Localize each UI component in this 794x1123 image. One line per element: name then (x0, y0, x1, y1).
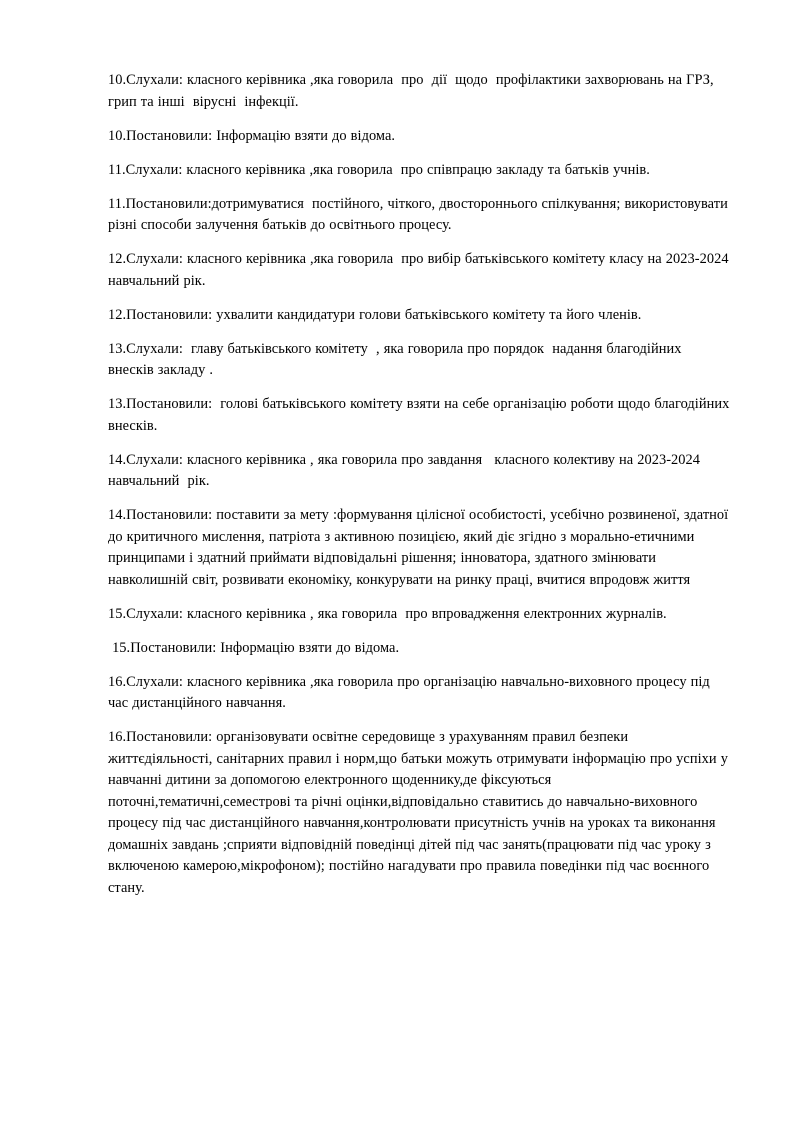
paragraph-item-14-slukhaly: 14.Слухали: класного керівника , яка говорила про завдання класного колективу на 2023-2024 навчальний рік. (108, 451, 705, 489)
paragraph-item-10-postanovyly: 10.Постановили: Інформацію взяти до відома. (108, 127, 396, 144)
document-text-body (108, 70, 737, 899)
paragraph-item-15-slukhaly: 15.Слухали: класного керівника , яка говорила про впровадження електронних журналів. (108, 605, 667, 622)
paragraph-item-13-slukhaly: 13.Слухали: главу батьківського комітету , яка говорила про порядок надання благодійних внесків закладу . (108, 340, 686, 378)
paragraph-item-16-postanovyly: 16.Постановили: організовувати освітне середовище з урахуванням правил безпеки життєдіяльності, санітарних правил і норм,що батьки можуть отримувати інформацію про успіхи у навчанні дитини за допомогою електронного щоденнику,де фіксуються поточні,тематичні,семестрові та річні оцінки,відповідально ставитись до навчально-виховного процесу під час дистанційного навчання,контролювати присутність учнів на уроках та виконання домашніх завдань ;сприяти відповідній поведінці дітей під час занять(працювати під час уроку з включеною камерою,мікрофоном); постійно нагадувати про правила поведінки під час воєнного стану. (108, 729, 733, 896)
paragraph-item-12-slukhaly: 12.Слухали: класного керівника ,яка говорила про вибір батьківського комітету класу на 2023-2024 навчальний рік. (108, 251, 737, 289)
paragraph-item-10-slukhaly: 10.Слухали: класного керівника ,яка говорила про дії щодо профілактики захворювань на ГРЗ, грип та інші вірусні інфекції. (108, 72, 722, 110)
paragraph-item-13-postanovyly: 13.Постановили: голові батьківського комітету взяти на себе організацію роботи щодо благодійних внесків. (108, 396, 734, 434)
paragraph-item-11-postanovyly: 11.Постановили:дотримуватися постійного, чіткого, двостороннього спілкування; використовувати різні способи залучення батьків до освітнього процесу. (108, 195, 732, 233)
paragraph-item-16-slukhaly: 16.Слухали: класного керівника ,яка говорила про організацію навчально-виховного процесу під час дистанційного навчання. (108, 673, 714, 711)
paragraph-item-12-postanovyly: 12.Постановили: ухвалити кандидатури голови батьківського комітету та його членів. (108, 306, 642, 323)
paragraph-item-11-slukhaly: 11.Слухали: класного керівника ,яка говорила про співпрацю закладу та батьків учнів. (108, 161, 650, 178)
paragraph-item-14-postanovyly: 14.Постановили: поставити за мету :формування цілісної особистості, усебічно розвиненої, здатної до критичного мислення, патріота з активною позицією, який діє згідно з морально-етичними принципами і здатний приймати відповідальні рішення; інноватора, здатного змінювати навколишній світ, розвивати економіку, конкурувати на ринку праці, вчитися впродовж життя (108, 507, 733, 588)
paragraph-item-15-postanovyly: 15.Постановили: Інформацію взяти до відома. (108, 639, 400, 656)
